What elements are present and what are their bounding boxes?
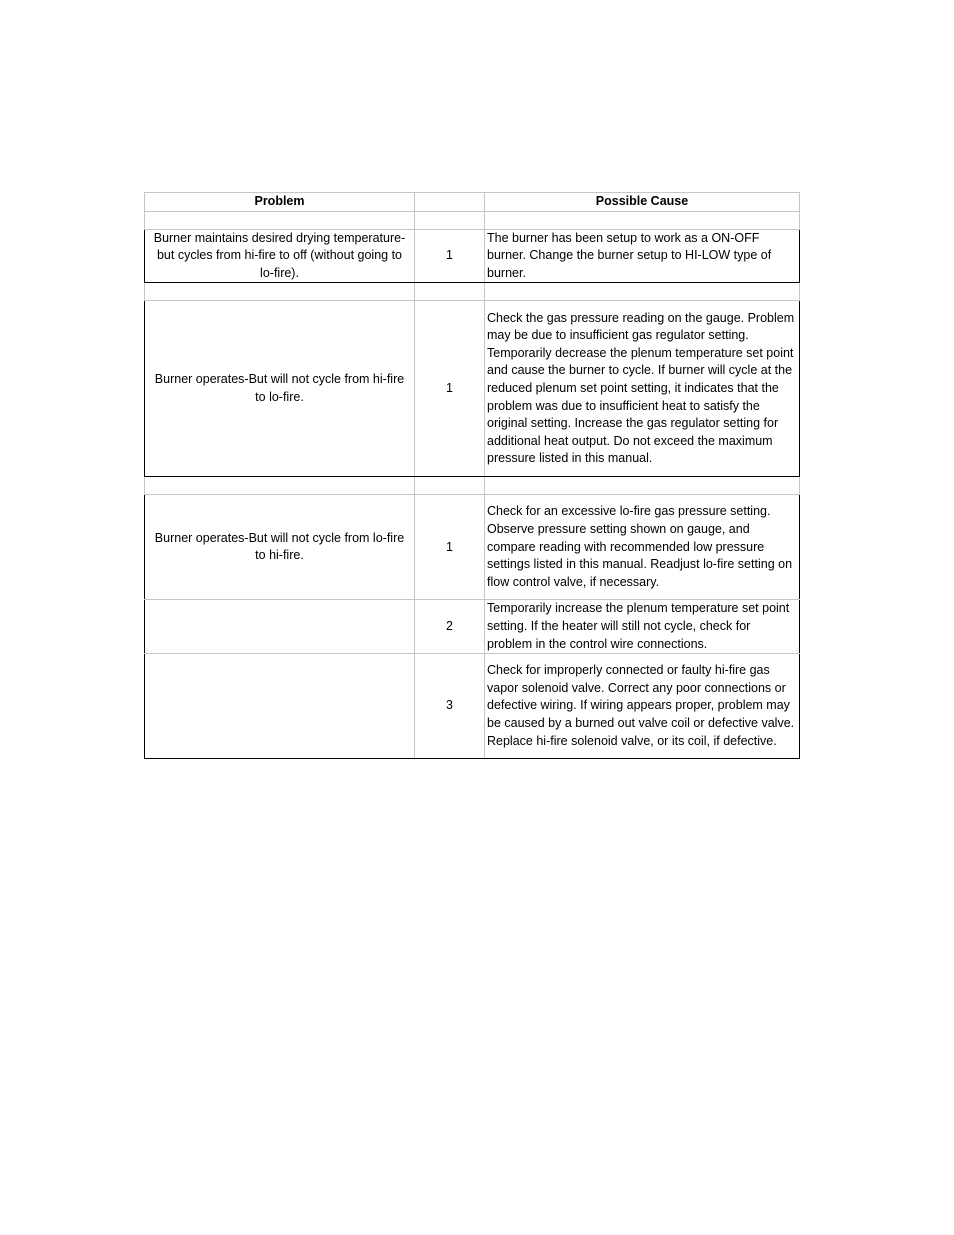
spacer-row xyxy=(145,283,800,301)
cause-number-cell: 1 xyxy=(415,301,485,477)
problem-cell: Burner operates-But will not cycle from lo-fire to hi-fire. xyxy=(145,495,415,600)
header-row xyxy=(145,193,800,212)
troubleshooting-table xyxy=(144,192,800,759)
problem-header: Problem xyxy=(145,193,415,212)
problem-cell xyxy=(145,600,415,654)
cause-number-cell: 1 xyxy=(415,495,485,600)
spacer-row xyxy=(145,477,800,495)
cause-number-cell: 1 xyxy=(415,229,485,283)
table-row xyxy=(145,229,800,283)
number-header xyxy=(415,193,485,212)
cause-cell: Temporarily increase the plenum temperature set point setting. If the heater will still not cycle, check for problem in the control wire connections. xyxy=(485,600,800,654)
table-row xyxy=(145,654,800,759)
cause-cell: Check the gas pressure reading on the gauge. Problem may be due to insufficient gas regulator setting. Temporarily decrease the plenum temperature set point and cause the burner to cycle. If burner will cycle at the reduced plenum set point setting, it indicates that the problem was due to insufficient heat to satisfy the original setting. Increase the gas regulator setting for additional heat output. Do not exceed the maximum pressure listed in this manual. xyxy=(485,301,800,477)
spacer-row xyxy=(145,211,800,229)
table-row xyxy=(145,600,800,654)
cause-cell: Check for an excessive lo-fire gas pressure setting. Observe pressure setting shown on gauge, and compare reading with recommended low pressure settings listed in this manual. Readjust lo-fire setting on flow control valve, if necessary. xyxy=(485,495,800,600)
problem-cell: Burner operates-But will not cycle from hi-fire to lo-fire. xyxy=(145,301,415,477)
table-row xyxy=(145,495,800,600)
problem-cell xyxy=(145,654,415,759)
table-row xyxy=(145,301,800,477)
cause-number-cell: 2 xyxy=(415,600,485,654)
cause-cell: The burner has been setup to work as a ON-OFF burner. Change the burner setup to HI-LOW type of burner. xyxy=(485,229,800,283)
cause-cell: Check for improperly connected or faulty hi-fire gas vapor solenoid valve. Correct any poor connections or defective wiring. If wiring appears proper, problem may be caused by a burned out valve coil or defective valve. Replace hi-fire solenoid valve, or its coil, if defective. xyxy=(485,654,800,759)
cause-number-cell: 3 xyxy=(415,654,485,759)
cause-header: Possible Cause xyxy=(485,193,800,212)
problem-cell: Burner maintains desired drying temperature-but cycles from hi-fire to off (without going to lo-fire). xyxy=(145,229,415,283)
